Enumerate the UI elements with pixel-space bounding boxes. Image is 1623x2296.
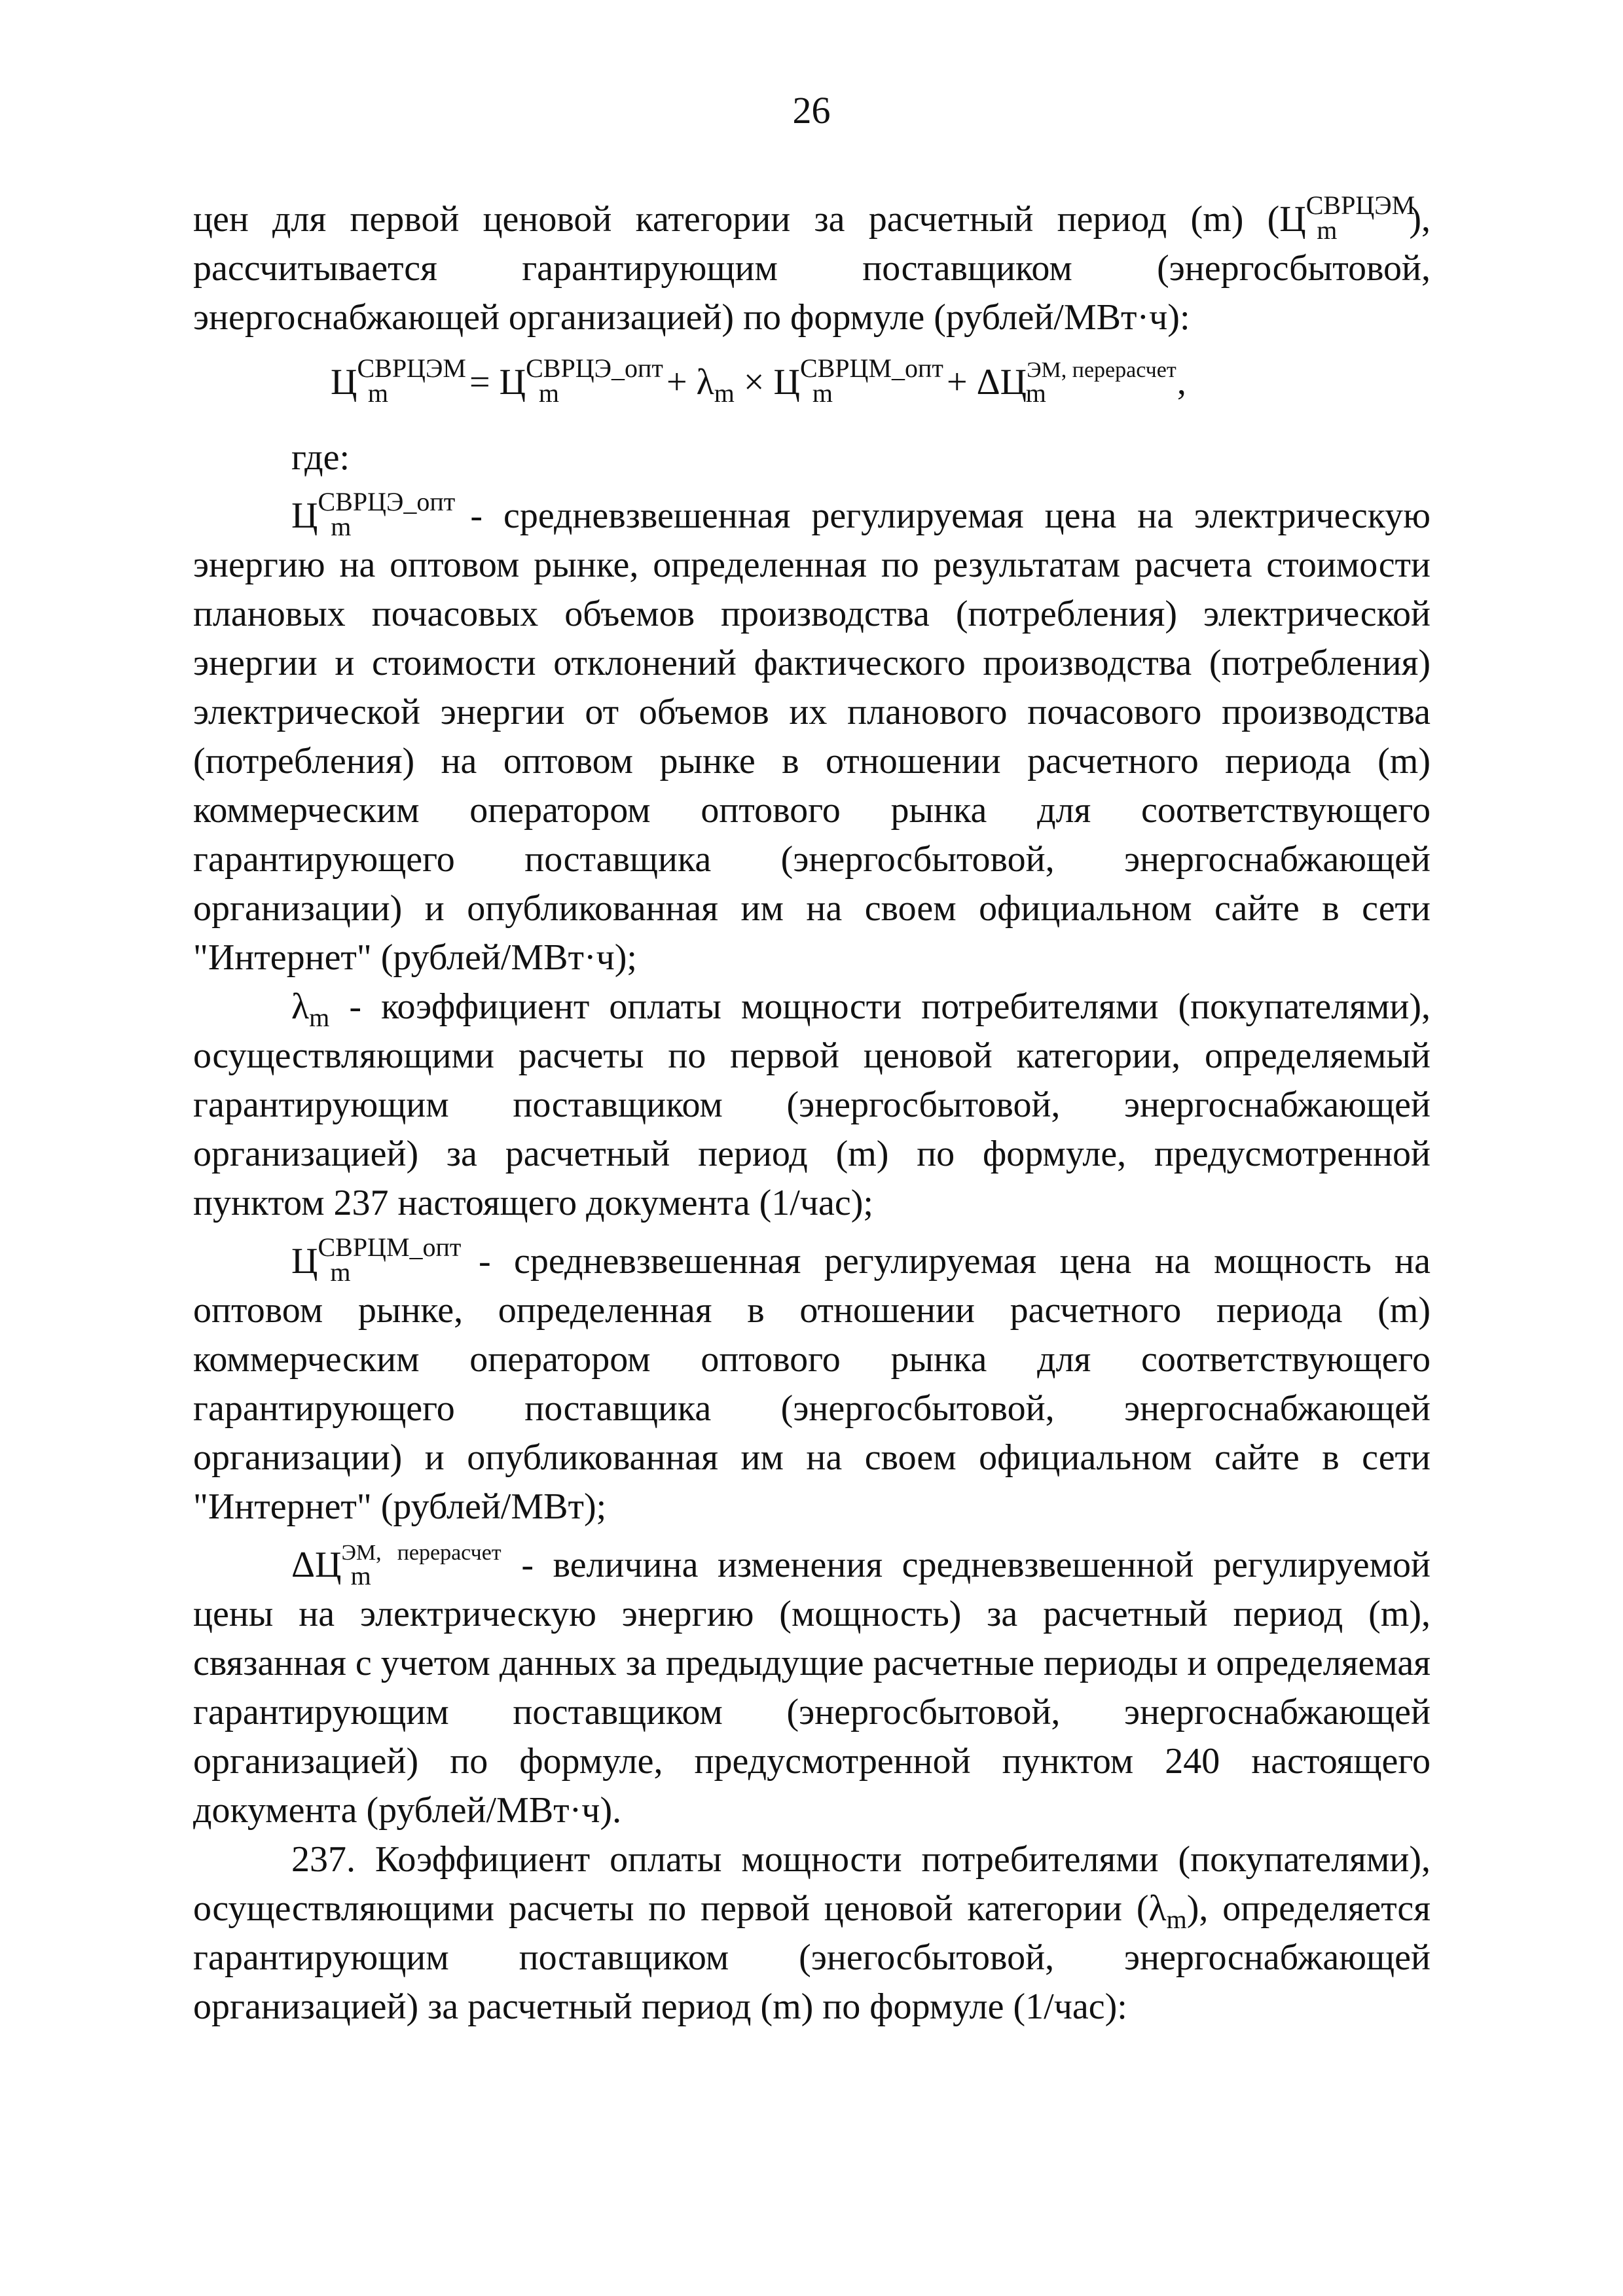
formula-lambda-sub: m	[714, 378, 735, 408]
formula-plus-1: +	[657, 362, 697, 403]
def2-text: - коэффициент оплаты мощности потребителями (покупателями), осуществляющими расчеты по первой ценовой категории, определяемый гарантирующим поставщиком (энергосбытовой, энергоснабжающей организацией) за расчетный период (m) по формуле, предусмотренной пунктом 237 настоящего документа (1/час);	[193, 986, 1431, 1223]
symbol-base: Ц	[1279, 199, 1306, 240]
formula-term1-base: Ц	[331, 362, 357, 403]
def4-symbol-delta: Δ	[291, 1545, 316, 1585]
formula-end: ,	[1176, 362, 1186, 403]
clause237-lambda: λ	[1148, 1888, 1167, 1929]
def2-symbol-sub: m	[309, 1003, 330, 1032]
def1-symbol-sup: СВРЦЭ_опт	[318, 487, 456, 516]
document-body	[193, 190, 1431, 2032]
def3-text: - средневзвешенная регулируемая цена на мощность на оптовом рынке, определенная в отношении расчетного периода (m) коммерческим оператором оптового рынка для соответствующего гарантирующего поставщика (энергосбытовой, энергоснабжающей организации) и опубликованная им на своем официальном сайте в сети "Интернет" (рублей/МВт);	[193, 1241, 1431, 1527]
definition-delta-em	[193, 1532, 1431, 1835]
formula-times: ×	[734, 362, 774, 403]
main-formula	[193, 353, 1431, 408]
formula-term4-sub: m	[1025, 378, 1046, 408]
formula-equals: =	[460, 362, 500, 403]
where-label: где:	[291, 437, 350, 478]
def4-text: - величина изменения средневзвешенной регулируемой цены на электрическую энергию (мощность) за расчетный период (m), связанная с учетом данных за предыдущие расчетные периоды и определяемая гарантирующим поставщиком (энергосбытовой, энергоснабжающей организацией) по формуле, предусмотренной пунктом 240 настоящего документа (рублей/МВт·ч).	[193, 1545, 1431, 1831]
def1-symbol-base: Ц	[291, 495, 318, 536]
formula-term3-sub: m	[812, 378, 833, 408]
clause237-middle: ),	[1186, 1888, 1209, 1929]
formula-term3-sup: СВРЦМ_опт	[799, 353, 943, 383]
intro-paragraph	[193, 190, 1431, 342]
symbol-subscript: m	[1317, 215, 1338, 245]
intro-text: рассчитывается гарантирующим поставщиком (энергосбытовой, энергоснабжающей организацией) по формуле (рублей/МВт·ч):	[193, 248, 1431, 338]
def4-symbol-sup: ЭМ, перерасчет	[341, 1541, 501, 1565]
definition-lambda	[193, 982, 1431, 1228]
def3-symbol-sub: m	[330, 1257, 351, 1287]
formula-term2-base: Ц	[499, 362, 526, 403]
page-number: 26	[792, 89, 831, 132]
formula-term1-sup: СВРЦЭМ	[357, 353, 466, 383]
formula-term2-sup: СВРЦЭ_опт	[526, 353, 663, 383]
def1-text: - средневзвешенная регулируемая цена на электрическую энергию на оптовом рынке, определенная по результатам расчета стоимости плановых почасовых объемов производства (потребления) электрической энергии и стоимости отклонений фактического производства (потребления) электрической энергии от объемов их планового почасового производства (потребления) на оптовом рынке в отношении расчетного периода (m) коммерческим оператором оптового рынка для соответствующего гарантирующего поставщика (энергосбытовой, энергоснабжающей организации) и опубликованная им на своем официальном сайте в сети "Интернет" (рублей/МВт·ч);	[193, 495, 1431, 978]
clause237-lambda-sub: m	[1166, 1905, 1187, 1934]
formula-term4-sup: ЭМ, перерасчет	[1027, 358, 1176, 382]
def2-symbol-base: λ	[291, 986, 310, 1027]
def3-symbol-sup: СВРЦМ_опт	[318, 1232, 462, 1262]
formula-term1-sub: m	[367, 378, 389, 408]
formula-term2-sub: m	[538, 378, 560, 408]
def1-symbol-sub: m	[331, 512, 352, 541]
formula-term4-base: Ц	[1000, 362, 1027, 403]
intro-line1-prefix: цен для первой ценовой категории за расчетный период (m) (	[193, 199, 1280, 240]
definition-svrce-opt	[193, 482, 1431, 982]
formula-plus-2: +	[938, 362, 977, 403]
intro-line1-suffix: ),	[1409, 199, 1431, 240]
formula-term3-base: Ц	[773, 362, 800, 403]
formula-delta: Δ	[976, 362, 1000, 403]
def4-symbol-base: Ц	[315, 1545, 342, 1585]
definition-svrcm-opt	[193, 1228, 1431, 1532]
clause237-prefix: 237. Коэффициент оплаты мощности потребителями (покупателями), осуществляющими расчеты по первой ценовой категории (	[193, 1839, 1431, 1929]
def3-symbol-base: Ц	[291, 1241, 318, 1282]
symbol-c-svrcem	[1279, 190, 1415, 245]
def4-symbol-sub: m	[350, 1561, 371, 1590]
formula-lambda: λ	[696, 362, 714, 403]
symbol-superscript: СВРЦЭМ	[1305, 190, 1415, 220]
clause237-suffix: определяется гарантирующим поставщиком (энегосбытовой, энергоснабжающей организацией) за расчетный период (m) по формуле (1/час):	[193, 1888, 1431, 2027]
clause-237	[193, 1835, 1431, 2032]
